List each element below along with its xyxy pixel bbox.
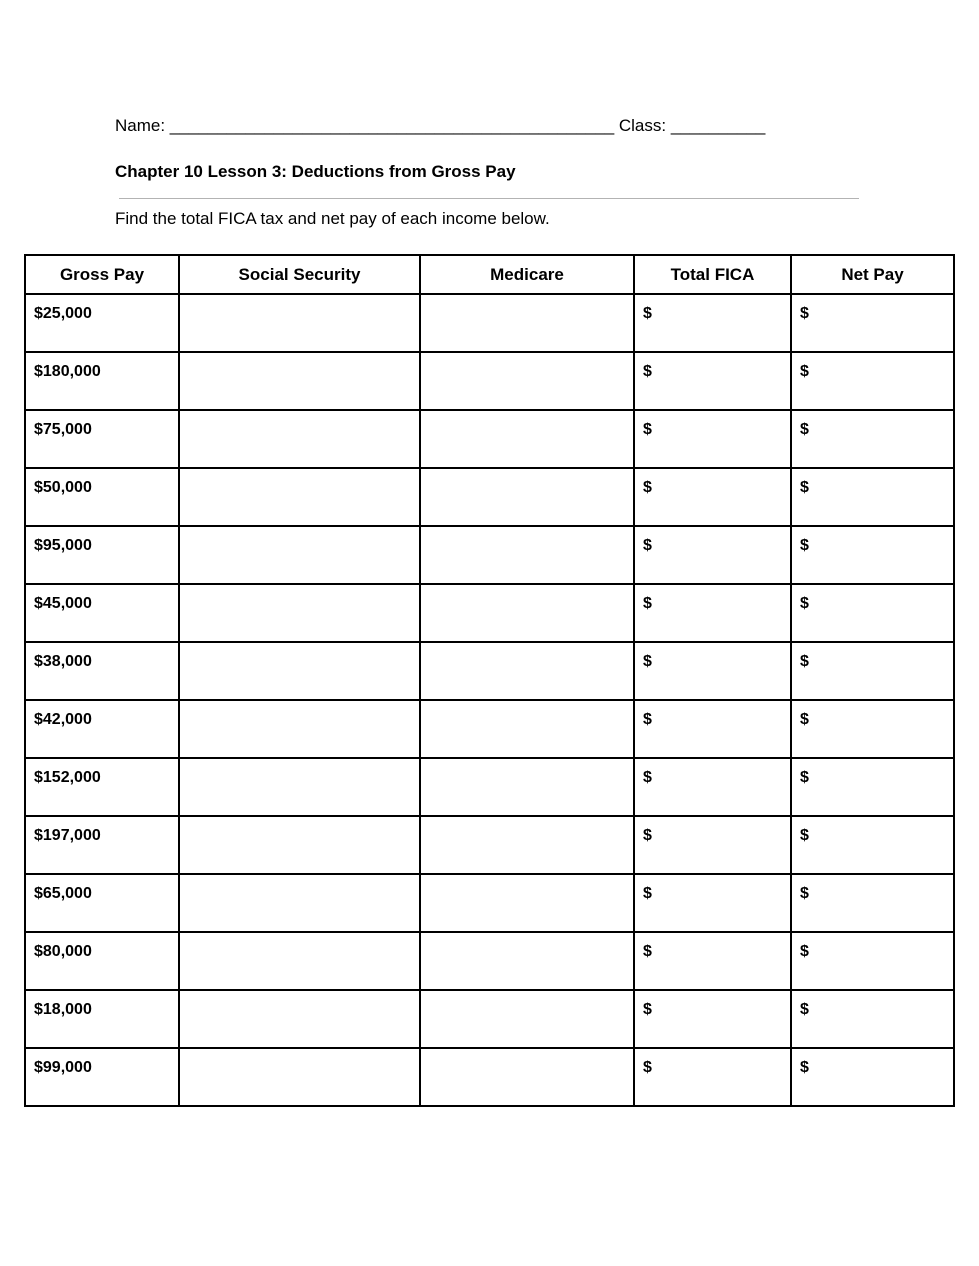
gross-pay-cell <box>25 874 179 932</box>
gross-pay-cell-value: $197,000 <box>34 827 101 844</box>
page-title: Chapter 10 Lesson 3: Deductions from Gross Pay <box>115 162 516 181</box>
social-security-cell[interactable] <box>179 874 420 932</box>
net-pay-cell-value: $ <box>800 827 809 844</box>
total-fica-cell-value: $ <box>643 943 652 960</box>
table-row <box>25 526 954 584</box>
gross-pay-cell-value: $65,000 <box>34 885 92 902</box>
total-fica-cell[interactable] <box>634 932 791 990</box>
table-row <box>25 410 954 468</box>
medicare-cell[interactable] <box>420 990 634 1048</box>
net-pay-cell[interactable] <box>791 642 954 700</box>
medicare-cell[interactable] <box>420 874 634 932</box>
medicare-cell[interactable] <box>420 526 634 584</box>
table-row <box>25 468 954 526</box>
social-security-cell[interactable] <box>179 758 420 816</box>
total-fica-cell-value: $ <box>643 595 652 612</box>
medicare-cell[interactable] <box>420 410 634 468</box>
gross-pay-cell <box>25 294 179 352</box>
column-header-social-security: Social Security <box>179 255 420 294</box>
total-fica-cell-value: $ <box>643 1001 652 1018</box>
medicare-cell-value <box>421 759 633 769</box>
social-security-cell[interactable] <box>179 526 420 584</box>
social-security-cell-value <box>180 991 419 1001</box>
total-fica-cell[interactable] <box>634 816 791 874</box>
social-security-cell-value <box>180 817 419 827</box>
medicare-cell-value <box>421 411 633 421</box>
gross-pay-cell-value: $42,000 <box>34 711 92 728</box>
total-fica-cell-value: $ <box>643 363 652 380</box>
table-row <box>25 932 954 990</box>
medicare-cell-value <box>421 933 633 943</box>
social-security-cell-value <box>180 469 419 479</box>
medicare-cell[interactable] <box>420 584 634 642</box>
total-fica-cell[interactable] <box>634 410 791 468</box>
net-pay-cell[interactable] <box>791 468 954 526</box>
column-header-medicare: Medicare <box>420 255 634 294</box>
social-security-cell-value <box>180 701 419 711</box>
social-security-cell[interactable] <box>179 294 420 352</box>
total-fica-cell-value: $ <box>643 711 652 728</box>
gross-pay-cell <box>25 990 179 1048</box>
table-row <box>25 700 954 758</box>
total-fica-cell[interactable] <box>634 990 791 1048</box>
medicare-cell-value <box>421 875 633 885</box>
social-security-cell[interactable] <box>179 700 420 758</box>
social-security-cell-value <box>180 759 419 769</box>
table-row <box>25 352 954 410</box>
gross-pay-cell-value: $18,000 <box>34 1001 92 1018</box>
total-fica-cell-value: $ <box>643 537 652 554</box>
total-fica-cell[interactable] <box>634 526 791 584</box>
total-fica-cell-value: $ <box>643 479 652 496</box>
name-class-line[interactable]: Name: _______________________________________________ Class: __________ <box>115 116 766 135</box>
table-row <box>25 816 954 874</box>
gross-pay-cell <box>25 584 179 642</box>
social-security-cell[interactable] <box>179 816 420 874</box>
medicare-cell-value <box>421 701 633 711</box>
social-security-cell[interactable] <box>179 584 420 642</box>
table-row <box>25 1048 954 1106</box>
medicare-cell-value <box>421 527 633 537</box>
total-fica-cell[interactable] <box>634 758 791 816</box>
medicare-cell[interactable] <box>420 932 634 990</box>
net-pay-cell[interactable] <box>791 584 954 642</box>
medicare-cell-value <box>421 817 633 827</box>
gross-pay-cell <box>25 816 179 874</box>
column-header-gross-pay: Gross Pay <box>25 255 179 294</box>
net-pay-cell[interactable] <box>791 758 954 816</box>
gross-pay-cell <box>25 468 179 526</box>
net-pay-cell[interactable] <box>791 294 954 352</box>
gross-pay-cell-value: $99,000 <box>34 1059 92 1076</box>
total-fica-cell-value: $ <box>643 305 652 322</box>
medicare-cell[interactable] <box>420 294 634 352</box>
medicare-cell[interactable] <box>420 352 634 410</box>
gross-pay-cell-value: $38,000 <box>34 653 92 670</box>
table-body <box>25 294 954 1106</box>
social-security-cell-value <box>180 585 419 595</box>
net-pay-cell-value: $ <box>800 885 809 902</box>
total-fica-cell[interactable] <box>634 584 791 642</box>
total-fica-cell[interactable] <box>634 874 791 932</box>
table-row <box>25 758 954 816</box>
gross-pay-cell <box>25 642 179 700</box>
net-pay-cell-value: $ <box>800 769 809 786</box>
total-fica-cell[interactable] <box>634 642 791 700</box>
medicare-cell[interactable] <box>420 642 634 700</box>
total-fica-cell[interactable] <box>634 352 791 410</box>
gross-pay-cell-value: $45,000 <box>34 595 92 612</box>
medicare-cell[interactable] <box>420 468 634 526</box>
total-fica-cell[interactable] <box>634 1048 791 1106</box>
table-row <box>25 990 954 1048</box>
medicare-cell-value <box>421 991 633 1001</box>
column-header-net-pay: Net Pay <box>791 255 954 294</box>
medicare-cell-value <box>421 585 633 595</box>
social-security-cell[interactable] <box>179 352 420 410</box>
table-row <box>25 584 954 642</box>
social-security-cell[interactable] <box>179 932 420 990</box>
fica-worksheet-table <box>24 254 955 1107</box>
total-fica-cell[interactable] <box>634 294 791 352</box>
medicare-cell-value <box>421 643 633 653</box>
net-pay-cell[interactable] <box>791 410 954 468</box>
gross-pay-cell-value: $80,000 <box>34 943 92 960</box>
net-pay-cell[interactable] <box>791 1048 954 1106</box>
medicare-cell-value <box>421 295 633 305</box>
gross-pay-cell-value: $180,000 <box>34 363 101 380</box>
total-fica-cell-value: $ <box>643 421 652 438</box>
net-pay-cell-value: $ <box>800 421 809 438</box>
net-pay-cell-value: $ <box>800 711 809 728</box>
net-pay-cell[interactable] <box>791 526 954 584</box>
social-security-cell-value <box>180 643 419 653</box>
gross-pay-cell <box>25 758 179 816</box>
table-row <box>25 294 954 352</box>
medicare-cell-value <box>421 353 633 363</box>
net-pay-cell-value: $ <box>800 1059 809 1076</box>
medicare-cell[interactable] <box>420 1048 634 1106</box>
medicare-cell[interactable] <box>420 816 634 874</box>
gross-pay-cell <box>25 526 179 584</box>
total-fica-cell[interactable] <box>634 468 791 526</box>
total-fica-cell[interactable] <box>634 700 791 758</box>
table-header-row <box>25 255 954 294</box>
social-security-cell[interactable] <box>179 410 420 468</box>
total-fica-cell-value: $ <box>643 885 652 902</box>
net-pay-cell[interactable] <box>791 352 954 410</box>
social-security-cell[interactable] <box>179 990 420 1048</box>
social-security-cell-value <box>180 527 419 537</box>
gross-pay-cell-value: $152,000 <box>34 769 101 786</box>
social-security-cell-value <box>180 933 419 943</box>
net-pay-cell[interactable] <box>791 874 954 932</box>
total-fica-cell-value: $ <box>643 769 652 786</box>
medicare-cell-value <box>421 1049 633 1059</box>
social-security-cell-value <box>180 295 419 305</box>
social-security-cell[interactable] <box>179 1048 420 1106</box>
net-pay-cell[interactable] <box>791 816 954 874</box>
column-header-total-fica: Total FICA <box>634 255 791 294</box>
net-pay-cell-value: $ <box>800 943 809 960</box>
instructions-text: Find the total FICA tax and net pay of each income below. <box>115 209 550 228</box>
title-divider <box>119 198 859 199</box>
gross-pay-cell-value: $75,000 <box>34 421 92 438</box>
net-pay-cell-value: $ <box>800 595 809 612</box>
social-security-cell-value <box>180 411 419 421</box>
social-security-cell-value <box>180 875 419 885</box>
gross-pay-cell <box>25 932 179 990</box>
table-row <box>25 874 954 932</box>
table-row <box>25 642 954 700</box>
medicare-cell[interactable] <box>420 758 634 816</box>
social-security-cell[interactable] <box>179 642 420 700</box>
net-pay-cell-value: $ <box>800 537 809 554</box>
total-fica-cell-value: $ <box>643 1059 652 1076</box>
social-security-cell[interactable] <box>179 468 420 526</box>
total-fica-cell-value: $ <box>643 827 652 844</box>
gross-pay-cell-value: $25,000 <box>34 305 92 322</box>
gross-pay-cell <box>25 700 179 758</box>
gross-pay-cell <box>25 1048 179 1106</box>
medicare-cell[interactable] <box>420 700 634 758</box>
net-pay-cell[interactable] <box>791 990 954 1048</box>
gross-pay-cell-value: $95,000 <box>34 537 92 554</box>
gross-pay-cell <box>25 410 179 468</box>
net-pay-cell-value: $ <box>800 363 809 380</box>
net-pay-cell-value: $ <box>800 479 809 496</box>
net-pay-cell-value: $ <box>800 1001 809 1018</box>
medicare-cell-value <box>421 469 633 479</box>
total-fica-cell-value: $ <box>643 653 652 670</box>
gross-pay-cell-value: $50,000 <box>34 479 92 496</box>
net-pay-cell-value: $ <box>800 653 809 670</box>
social-security-cell-value <box>180 353 419 363</box>
net-pay-cell[interactable] <box>791 700 954 758</box>
net-pay-cell[interactable] <box>791 932 954 990</box>
social-security-cell-value <box>180 1049 419 1059</box>
net-pay-cell-value: $ <box>800 305 809 322</box>
gross-pay-cell <box>25 352 179 410</box>
